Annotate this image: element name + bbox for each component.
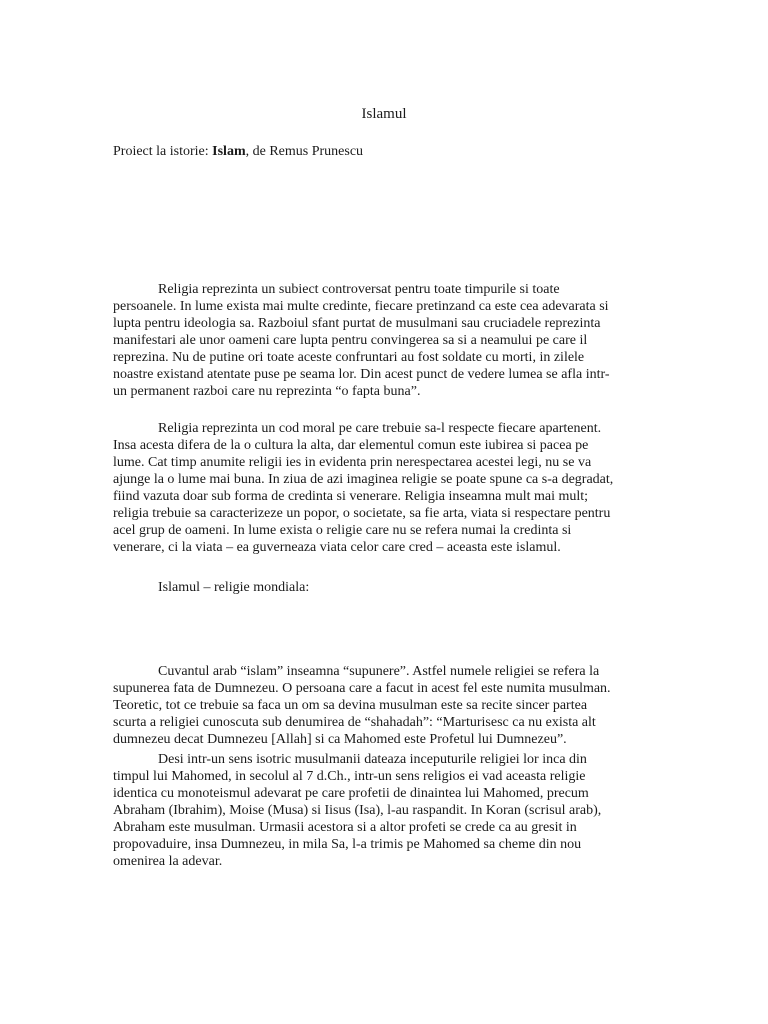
document-title: Islamul <box>361 106 407 122</box>
paragraph-line: manifestari ale unor oameni care lupta pentru convingerea sa si a neamului pe care il <box>113 333 588 348</box>
paragraph-line: Cuvantul arab “islam” inseamna “supunere”. Astfel numele religiei se refera la <box>158 664 600 679</box>
paragraph-line: dumnezeu decat Dumnezeu [Allah] si ca Mahomed este Profetul lui Dumnezeu”. <box>113 732 567 747</box>
paragraph-line: Teoretic, tot ce trebuie sa faca un om sa devina musulman este sa recite sincer partea <box>113 698 588 713</box>
paragraph-line: Religia reprezinta un cod moral pe care trebuie sa-l respecte fiecare apartenent. <box>158 421 602 436</box>
paragraph-line: Desi intr-un sens isotric musulmanii dateaza inceputurile religiei lor inca din <box>158 752 587 767</box>
section-heading-text: Islamul – religie mondiala: <box>158 580 310 595</box>
paragraph-line: Abraham (Ibrahim), Moise (Musa) si Iisus (Isa), l-au raspandit. In Koran (scrisul arab), <box>113 803 602 818</box>
paragraph-line: Religia reprezinta un subiect controversat pentru toate timpurile si toate <box>158 282 560 297</box>
paragraph-line: acel grup de oameni. In lume exista o religie care nu se refera numai la credinta si <box>113 523 572 538</box>
project-line <box>113 143 363 161</box>
paragraph-line: Insa acesta difera de la o cultura la alta, dar elementul comun este iubirea si pacea pe <box>113 438 589 453</box>
paragraph-line: identica cu monoteismul adevarat pe care profetii de dinaintea lui Mahomed, precum <box>113 786 589 801</box>
paragraph-line: fiind vazuta doar sub forma de credinta si venerare. Religia inseamna mult mai mult; <box>113 489 589 504</box>
paragraph-line: omenirea la adevar. <box>113 854 223 869</box>
paragraph-line: religia trebuie sa caracterizeze un popor, o societate, sa fie arta, viata si respectare pentru <box>113 506 611 521</box>
paragraph-line: un permanent razboi care nu reprezinta “o fapta buna”. <box>113 384 421 399</box>
paragraph-line: supunerea fata de Dumnezeu. O persoana care a facut in acest fel este numita musulman. <box>113 681 611 696</box>
paragraph-line: propovaduire, insa Dumnezeu, in mila Sa, l-a trimis pe Mahomed sa cheme din nou <box>113 837 582 852</box>
paragraph-line: Abraham este musulman. Urmasii acestora si a altor profeti se crede ca au gresit in <box>113 820 577 835</box>
project-line-topic: Islam <box>212 144 246 159</box>
paragraph-line: ajunge la o lume mai buna. In ziua de azi imaginea religie se poate spune ca s-a degradat, <box>113 472 614 487</box>
paragraph-moral-code <box>113 420 661 556</box>
paragraph-line: timpul lui Mahomed, in secolul al 7 d.Ch., intr-un sens religios ei vad aceasta religie <box>113 769 586 784</box>
paragraph-word-islam <box>113 663 661 748</box>
paragraph-history <box>113 751 661 870</box>
paragraph-line: scurta a religiei cunoscuta sub denumirea de “shahadah”: “Marturisesc ca nu exista alt <box>113 715 596 730</box>
paragraph-line: noastre existand atentate puse pe seama lor. Din acest punct de vedere lumea se afla intr- <box>113 367 610 382</box>
paragraph-line: lume. Cat timp anumite religii ies in evidenta prin nerespectarea acestei legi, nu se va <box>113 455 592 470</box>
paragraph-line: persoanele. In lume exista mai multe credinte, fiecare pretinzand ca este cea adevarata si <box>113 299 609 314</box>
paragraph-line: venerare, ci la viata – ea guverneaza viata celor care cred – aceasta este islamul. <box>113 540 561 555</box>
section-heading-world-religion <box>113 579 661 596</box>
project-line-prefix: Proiect la istorie: <box>113 144 213 159</box>
project-line-author: , de Remus Prunescu <box>245 144 364 159</box>
paragraph-line: lupta pentru ideologia sa. Razboiul sfant purtat de musulmani sau cruciadele reprezinta <box>113 316 601 331</box>
paragraph-religion-controversy <box>113 281 661 400</box>
paragraph-line: reprezina. Nu de putine ori toate aceste confruntari au fost soldate cu morti, in zilele <box>113 350 585 365</box>
